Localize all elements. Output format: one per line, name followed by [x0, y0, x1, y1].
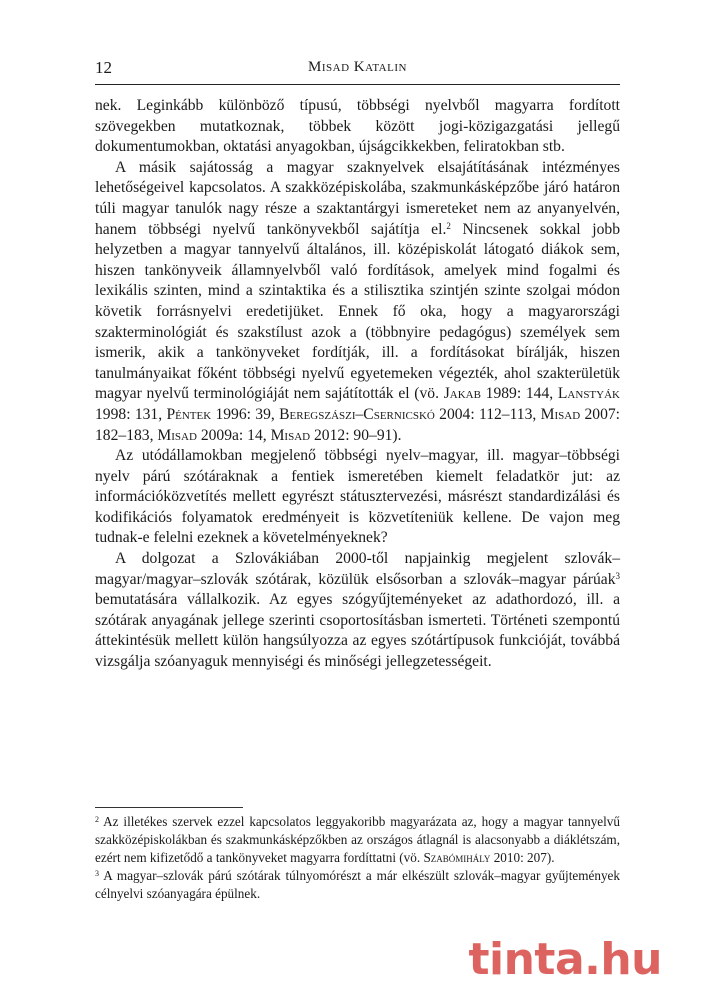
citation-author: Beregszászi–Csernicskó [279, 405, 435, 423]
footnote-3 [95, 867, 620, 903]
citation-year: 1996: 39, [211, 405, 280, 423]
footnote-2 [95, 813, 620, 867]
footnote-ref-2[interactable]: 2 [446, 220, 451, 231]
citation-author: Jakab [443, 385, 481, 403]
paragraph-3 [95, 446, 620, 549]
header-rule [95, 84, 620, 85]
footnotes [95, 813, 620, 903]
paragraph-1-text: nek. Leginkább különböző típusú, többségi nyelvből magyarra fordított szövegekben mutatkoznak, többek között jogi-közigazgatási jellegű dokumentumokban, oktatási anyagokban, újságcikkekben, feliratokban stb. [95, 97, 620, 156]
page-number: 12 [95, 58, 112, 77]
citation-author: Misad [270, 426, 311, 444]
paragraph-1 [95, 96, 620, 158]
citation-author: Lanstyák [557, 385, 620, 403]
footnote-ref-3[interactable]: 3 [615, 570, 620, 581]
footnote-mark-3: 3 [95, 869, 99, 878]
footnote-mark-2: 2 [95, 815, 99, 824]
paragraph-3-text: Az utódállamokban megjelenő többségi nyelv–magyar, ill. magyar–többségi nyelv párú szótáraknak a fentiek ismeretében kiemelt feladatkör jut: az információközvetítés mellett egyrészt státusztervezési, másrészt standardizálási és kodifikációs folyamatok eredményeit is közvetíteniük kellene. De vajon meg tudnak-e felelni ezeknek a követelményeknek? [95, 447, 620, 547]
paragraph-4-text-b: bemutatására vállalkozik. Az egyes szógyűjteményeket az adathordozó, ill. a szótárak anyagának jellege szerinti csoportosításban ismerteti. Történeti szempontú áttekintésük mellett külön hangsúlyozza az egyes szótártípusok funkcióját, továbbá vizsgálja szóanyaguk mennyiségi és minőségi jellegzetességeit. [95, 591, 620, 671]
citation-author: Szabómihály [423, 850, 491, 865]
citation-author: Misad [157, 426, 197, 444]
page-header [95, 58, 620, 82]
citation-year: 2004: 112–113, [434, 405, 541, 423]
body-text [95, 96, 620, 673]
footnote-3-text: A magyar–szlovák párú szótárak túlnyomórészt a már elkészült szlovák–magyar gyűjtemények célnyelvi szóanyagára épülnek. [95, 868, 620, 901]
footnote-2-text-b: 2010: 207). [490, 850, 555, 865]
citation-author: Misad [540, 405, 581, 423]
footnote-2-text-a: Az illetékes szervek ezzel kapcsolatos leggyakoribb magyarázata az, hogy a magyar tannyelvű szakközépiskolákban és szakmunkásképzőkben az országos átlagnál is alacsonyabb a diáklétszám, ezért nem kifizetődő a tankönyveket magyarra fordíttatni (vö. [95, 814, 620, 865]
running-head: Misad Katalin [308, 59, 407, 75]
citation-author: Péntek [166, 405, 212, 423]
paragraph-4-text-a: A dolgozat a Szlovákiában 2000-től napjainkig megjelent szlovák–magyar/magyar–szlovák szótárak, közülük elsősorban a szlovák–magyar párúak [95, 550, 620, 588]
citation-year: 2009a: 14, [196, 426, 271, 444]
citation-year: 2012: 90–91). [310, 426, 402, 444]
paragraph-4 [95, 549, 620, 673]
paragraph-2 [95, 158, 620, 446]
paragraph-2-text-b: Nincsenek sokkal jobb helyzetben a magyar tannyelvű általános, ill. középiskolát látogató diákok sem, hiszen tankönyveik államnyelvből való fordítások, amelyek mind fogalmi és lexikális szinten, mind a szintaktika és a stilisztika szintjén szinte szolgai módon követik forrásnyelvi eredetijüket. Ennek fő oka, hogy a magyarországi szakterminológiát és szakstílust azok a (többnyire pedagógus) személyek sem ismerik, akik a tankönyveket fordítják, ill. a fordításokat bírálják, hiszen tanulmányaikat főként többségi nyelvű egyetemeken végezték, ahol szakterületük magyar nyelvű terminológiáját nem sajátították el (vö. [95, 220, 620, 403]
citation-year: 1989: 144, [480, 385, 558, 403]
citation-year: 1998: 131, [95, 405, 167, 423]
watermark-logo: tinta.hu [468, 934, 662, 985]
footnote-rule [95, 807, 243, 808]
citation-year: 2007: 182–183, [95, 405, 621, 444]
paragraph-2-text-a: A másik sajátosság a magyar szaknyelvek elsajátításának intézményes lehetőségeivel kapcsolatos. A szakközépiskolába, szakmunkásképzőbe járó határon túli magyar tanulók nagy része a szaktantárgyi ismereteket nem az anyanyelvén, hanem többségi nyelvű tankönyvekből sajátítja el. [95, 158, 620, 238]
